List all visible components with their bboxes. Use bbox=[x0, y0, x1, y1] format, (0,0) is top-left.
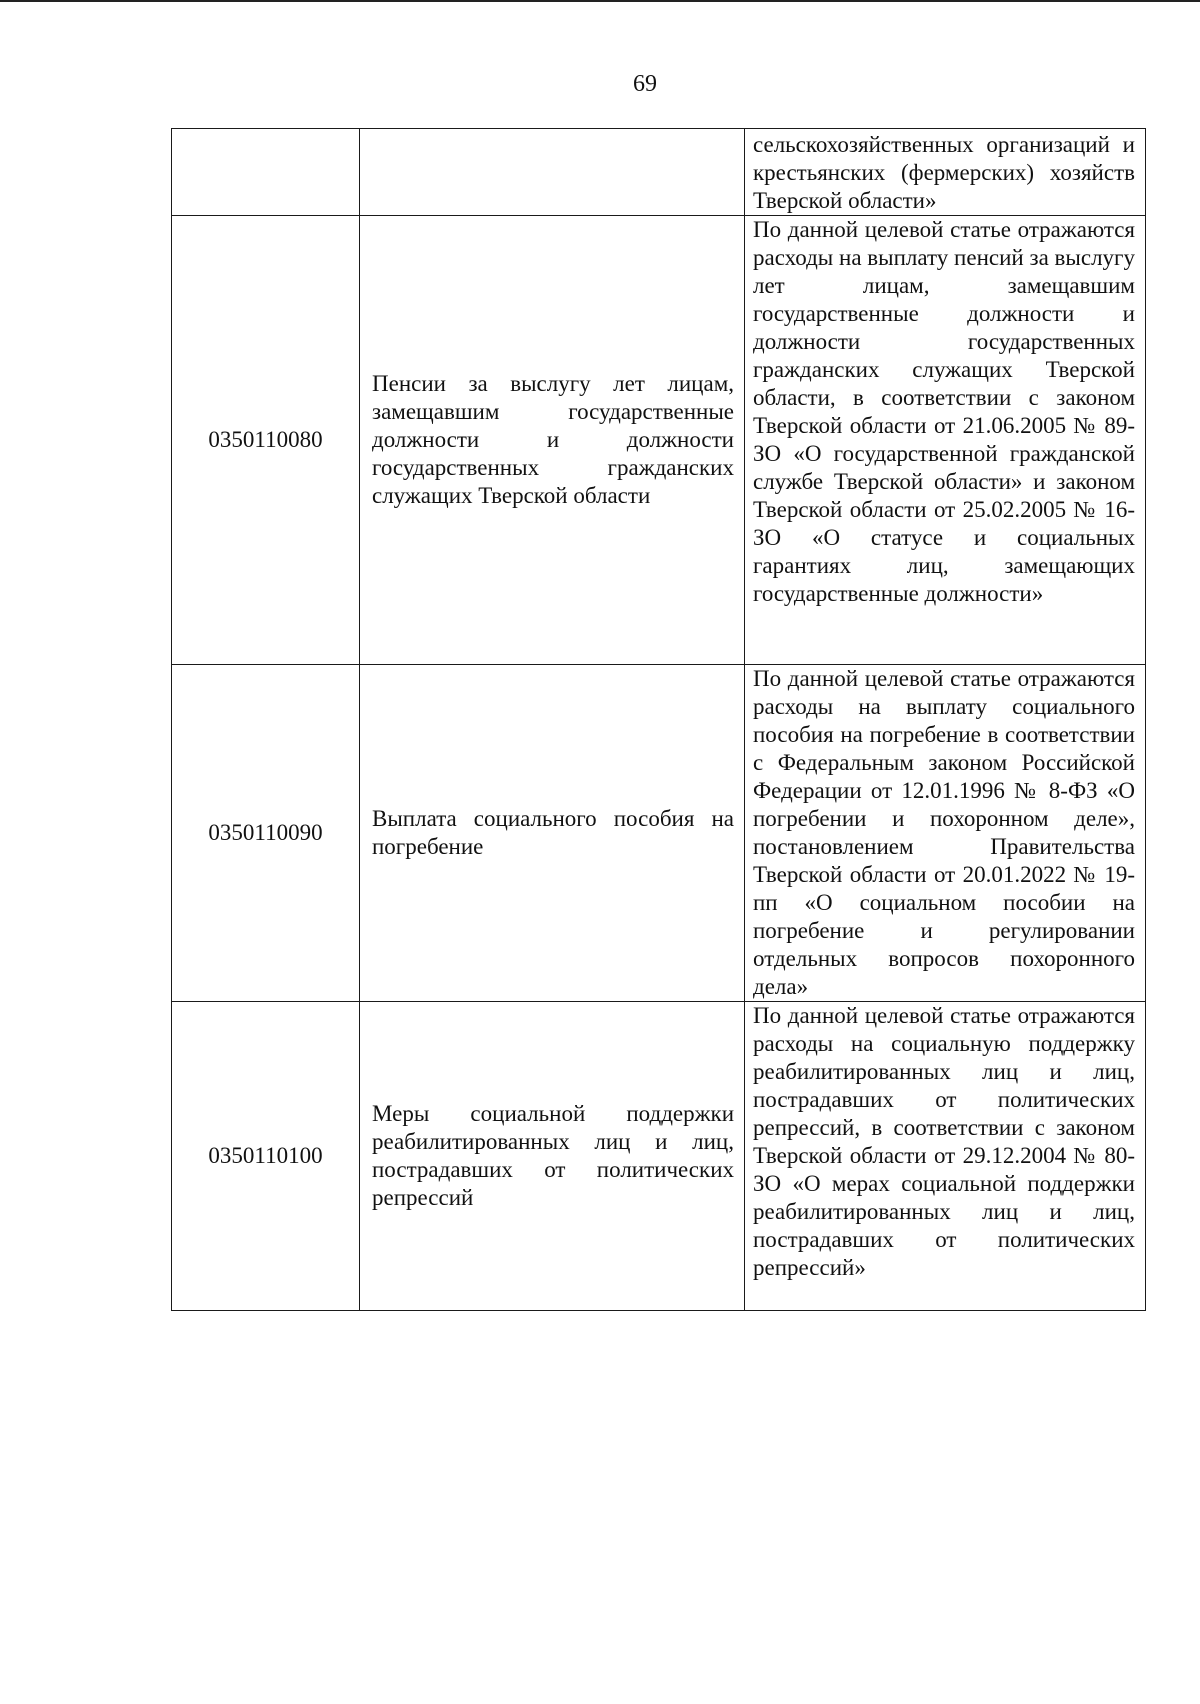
target-article-name: Выплата социального пособия на погребение bbox=[360, 665, 745, 1002]
target-article-code: 0350110090 bbox=[172, 665, 360, 1002]
target-article-description: По данной целевой статье отражаются расходы на выплату пенсий за выслугу лет лицам, замещавшим государственные должности и должности государственных гражданских служащих Тверской области, в соответствии с законом Тверской области от 21.06.2005 № 89-ЗО «О государственной гражданской службе Тверской области» и законом Тверской области от 25.02.2005 № 16-ЗО «О статусе и социальных гарантиях лиц, замещающих государственные должности» bbox=[745, 216, 1146, 665]
target-article-description: По данной целевой статье отражаются расходы на социальную поддержку реабилитированных лиц и лиц, пострадавших от политических репрессий, в соответствии с законом Тверской области от 29.12.2004 № 80-ЗО «О мерах социальной поддержки реабилитированных лиц и лиц, пострадавших от политических репрессий» bbox=[745, 1002, 1146, 1311]
table-row bbox=[172, 129, 1146, 216]
target-article-name: Меры социальной поддержки реабилитированных лиц и лиц, пострадавших от политических репрессий bbox=[360, 1002, 745, 1311]
table-row bbox=[172, 216, 1146, 665]
budget-classification-table bbox=[171, 128, 1146, 1311]
page-number: 69 bbox=[633, 71, 657, 97]
target-article-description: сельскохозяйственных организаций и крестьянских (фермерских) хозяйств Тверской области» bbox=[745, 129, 1146, 216]
target-article-code bbox=[172, 129, 360, 216]
target-article-code: 0350110080 bbox=[172, 216, 360, 665]
target-article-name bbox=[360, 129, 745, 216]
target-article-name: Пенсии за выслугу лет лицам, замещавшим государственные должности и должности государственных гражданских служащих Тверской области bbox=[360, 216, 745, 665]
target-article-code: 0350110100 bbox=[172, 1002, 360, 1311]
table-row bbox=[172, 665, 1146, 1002]
table-row bbox=[172, 1002, 1146, 1311]
target-article-description: По данной целевой статье отражаются расходы на выплату социального пособия на погребение в соответствии с Федеральным законом Российской Федерации от 12.01.1996 № 8-ФЗ «О погребении и похоронном деле», постановлением Правительства Тверской области от 20.01.2022 № 19-пп «О социальном пособии на погребение и регулировании отдельных вопросов похоронного дела» bbox=[745, 665, 1146, 1002]
scan-top-edge-line bbox=[0, 0, 1200, 2]
